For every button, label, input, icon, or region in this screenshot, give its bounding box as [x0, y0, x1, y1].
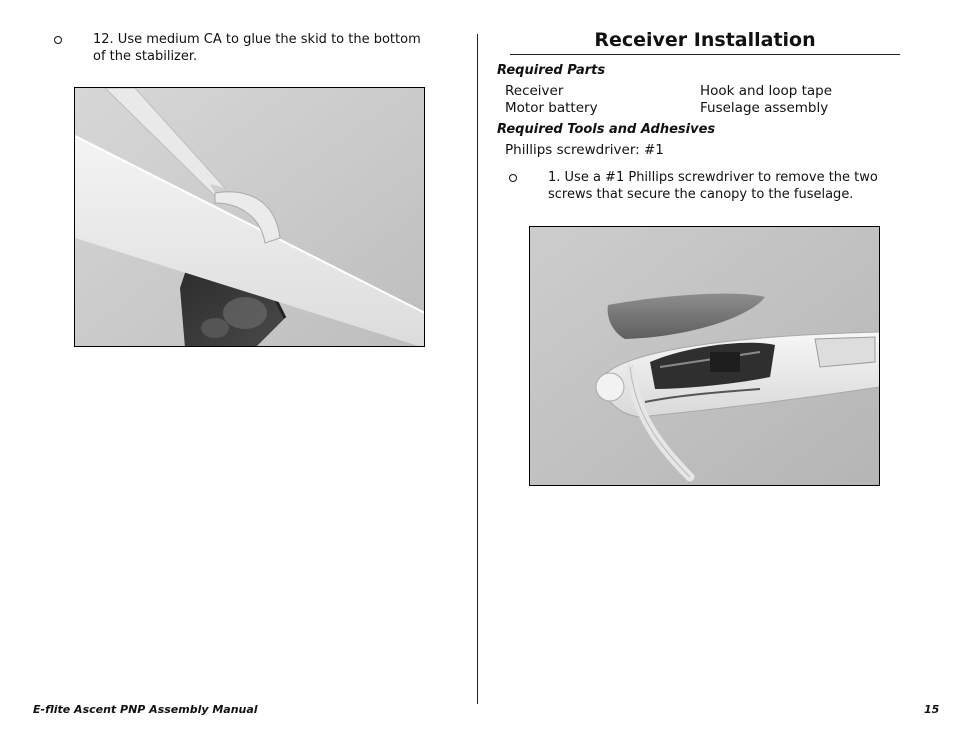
section-title: Receiver Installation: [594, 29, 816, 51]
part-motor-battery: Motor battery: [505, 100, 598, 116]
page-number: 15: [924, 703, 940, 716]
checkbox-bullet: [54, 36, 62, 44]
step-1-text: 1. Use a #1 Phillips screwdriver to remove the two screws that secure the canopy to the fuselage.: [548, 170, 878, 202]
part-fuselage-assembly: Fuselage assembly: [700, 100, 829, 116]
tool-phillips-screwdriver: Phillips screwdriver: #1: [505, 142, 664, 158]
manual-title-footer: E-flite Ascent PNP Assembly Manual: [33, 703, 258, 716]
checkbox-bullet: [509, 174, 517, 182]
stabilizer-skid-illustration: [75, 88, 425, 347]
canopy-removed-illustration: [530, 227, 880, 486]
part-receiver: Receiver: [505, 83, 564, 99]
title-underline: [510, 54, 900, 55]
required-parts-heading: Required Parts: [497, 63, 606, 78]
column-divider: [477, 34, 478, 704]
required-tools-heading: Required Tools and Adhesives: [497, 122, 716, 137]
step-12-text: 12. Use medium CA to glue the skid to the bottom of the stabilizer.: [93, 32, 421, 64]
part-hook-loop-tape: Hook and loop tape: [700, 83, 833, 99]
photo-stabilizer-skid: [74, 87, 425, 347]
photo-canopy-removed: [529, 226, 880, 486]
